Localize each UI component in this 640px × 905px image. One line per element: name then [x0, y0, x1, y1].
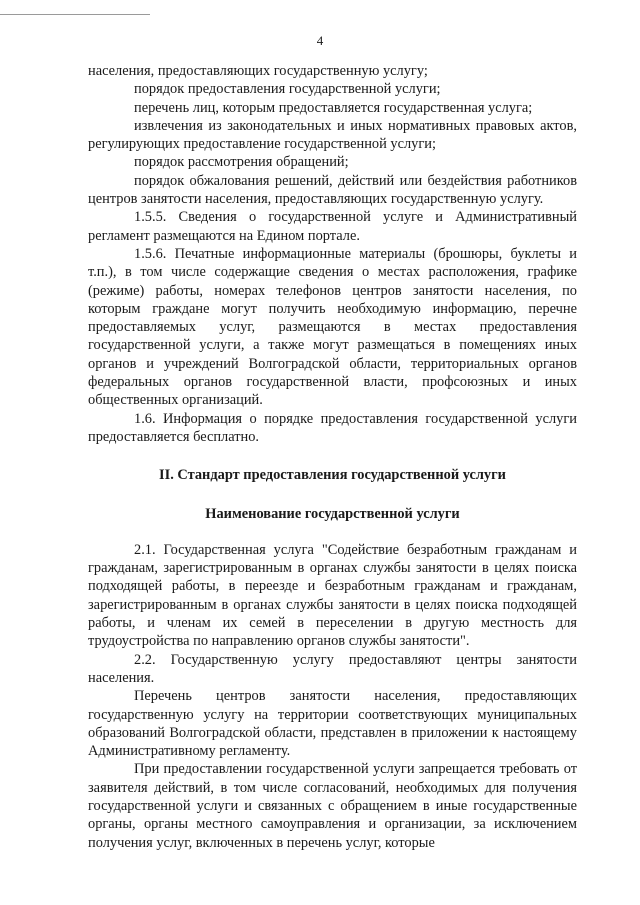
- paragraph: При предоставлении государственной услуги запрещается требовать от заявителя действий, в том числе согласований, необходимых для получения государственной услуги и связанных с обращением в иные государственные органы, органы местного самоуправления и организации, за исключением получения услуг, включенных в перечень услуг, которые: [88, 761, 577, 851]
- paragraph: 1.5.6. Печатные информационные материалы (брошюры, буклеты и т.п.), в том числе содержащие сведения о местах расположения, графике (режиме) работы, номерах телефонов центров занятости населения, по которым граждане могут получить необходимую информацию, перечне предоставляемых услуг, размещаются в местах предоставления государственной услуги, а также могут размещаться в помещениях иных органов и учреждений Волгоградской области, территориальных органов федеральных органов государственной власти, профсоюзных и иных общественных организаций.: [88, 245, 577, 409]
- top-rule: [0, 14, 150, 15]
- paragraph: перечень лиц, которым предоставляется государственная услуга;: [134, 99, 533, 116]
- paragraph: 1.6. Информация о порядке предоставления государственной услуги предоставляется бесплатно.: [88, 410, 577, 445]
- paragraph: извлечения из законодательных и иных нормативных правовых актов, регулирующих предоставление государственной услуги;: [88, 117, 577, 153]
- document-body: [88, 62, 577, 852]
- paragraph: порядок предоставления государственной услуги;: [134, 81, 441, 98]
- section-heading: II. Стандарт предоставления государственной услуги: [159, 467, 506, 484]
- paragraph: Перечень центров занятости населения, предоставляющих государственную услугу на территории соответствующих муниципальных образований Волгоградской области, представлен в приложении к настоящему Административному регламенту.: [88, 688, 577, 760]
- paragraph: 2.2. Государственную услугу предоставляют центры занятости населения.: [88, 651, 577, 686]
- page-number: 4: [316, 33, 324, 48]
- paragraph: 2.1. Государственная услуга "Содействие безработным гражданам и гражданам, зарегистрированным в органах службы занятости в целях поиска подходящей работы, в переезде и безработным гражданам и гражданам, зарегистрированным в органах службы занятости в целях поиска подходящей работы, и членам их семей в переселении в другую местность для трудоустройства по направлению органов службы занятости".: [88, 541, 577, 650]
- subsection-heading: Наименование государственной услуги: [205, 505, 460, 522]
- paragraph: населения, предоставляющих государственную услугу;: [88, 63, 428, 79]
- paragraph: порядок рассмотрения обращений;: [134, 154, 349, 171]
- paragraph: 1.5.5. Сведения о государственной услуге и Административный регламент размещаются на Едином портале.: [88, 209, 577, 244]
- paragraph: порядок обжалования решений, действий или бездействия работников центров занятости населения, предоставляющих государственную услугу.: [88, 172, 577, 208]
